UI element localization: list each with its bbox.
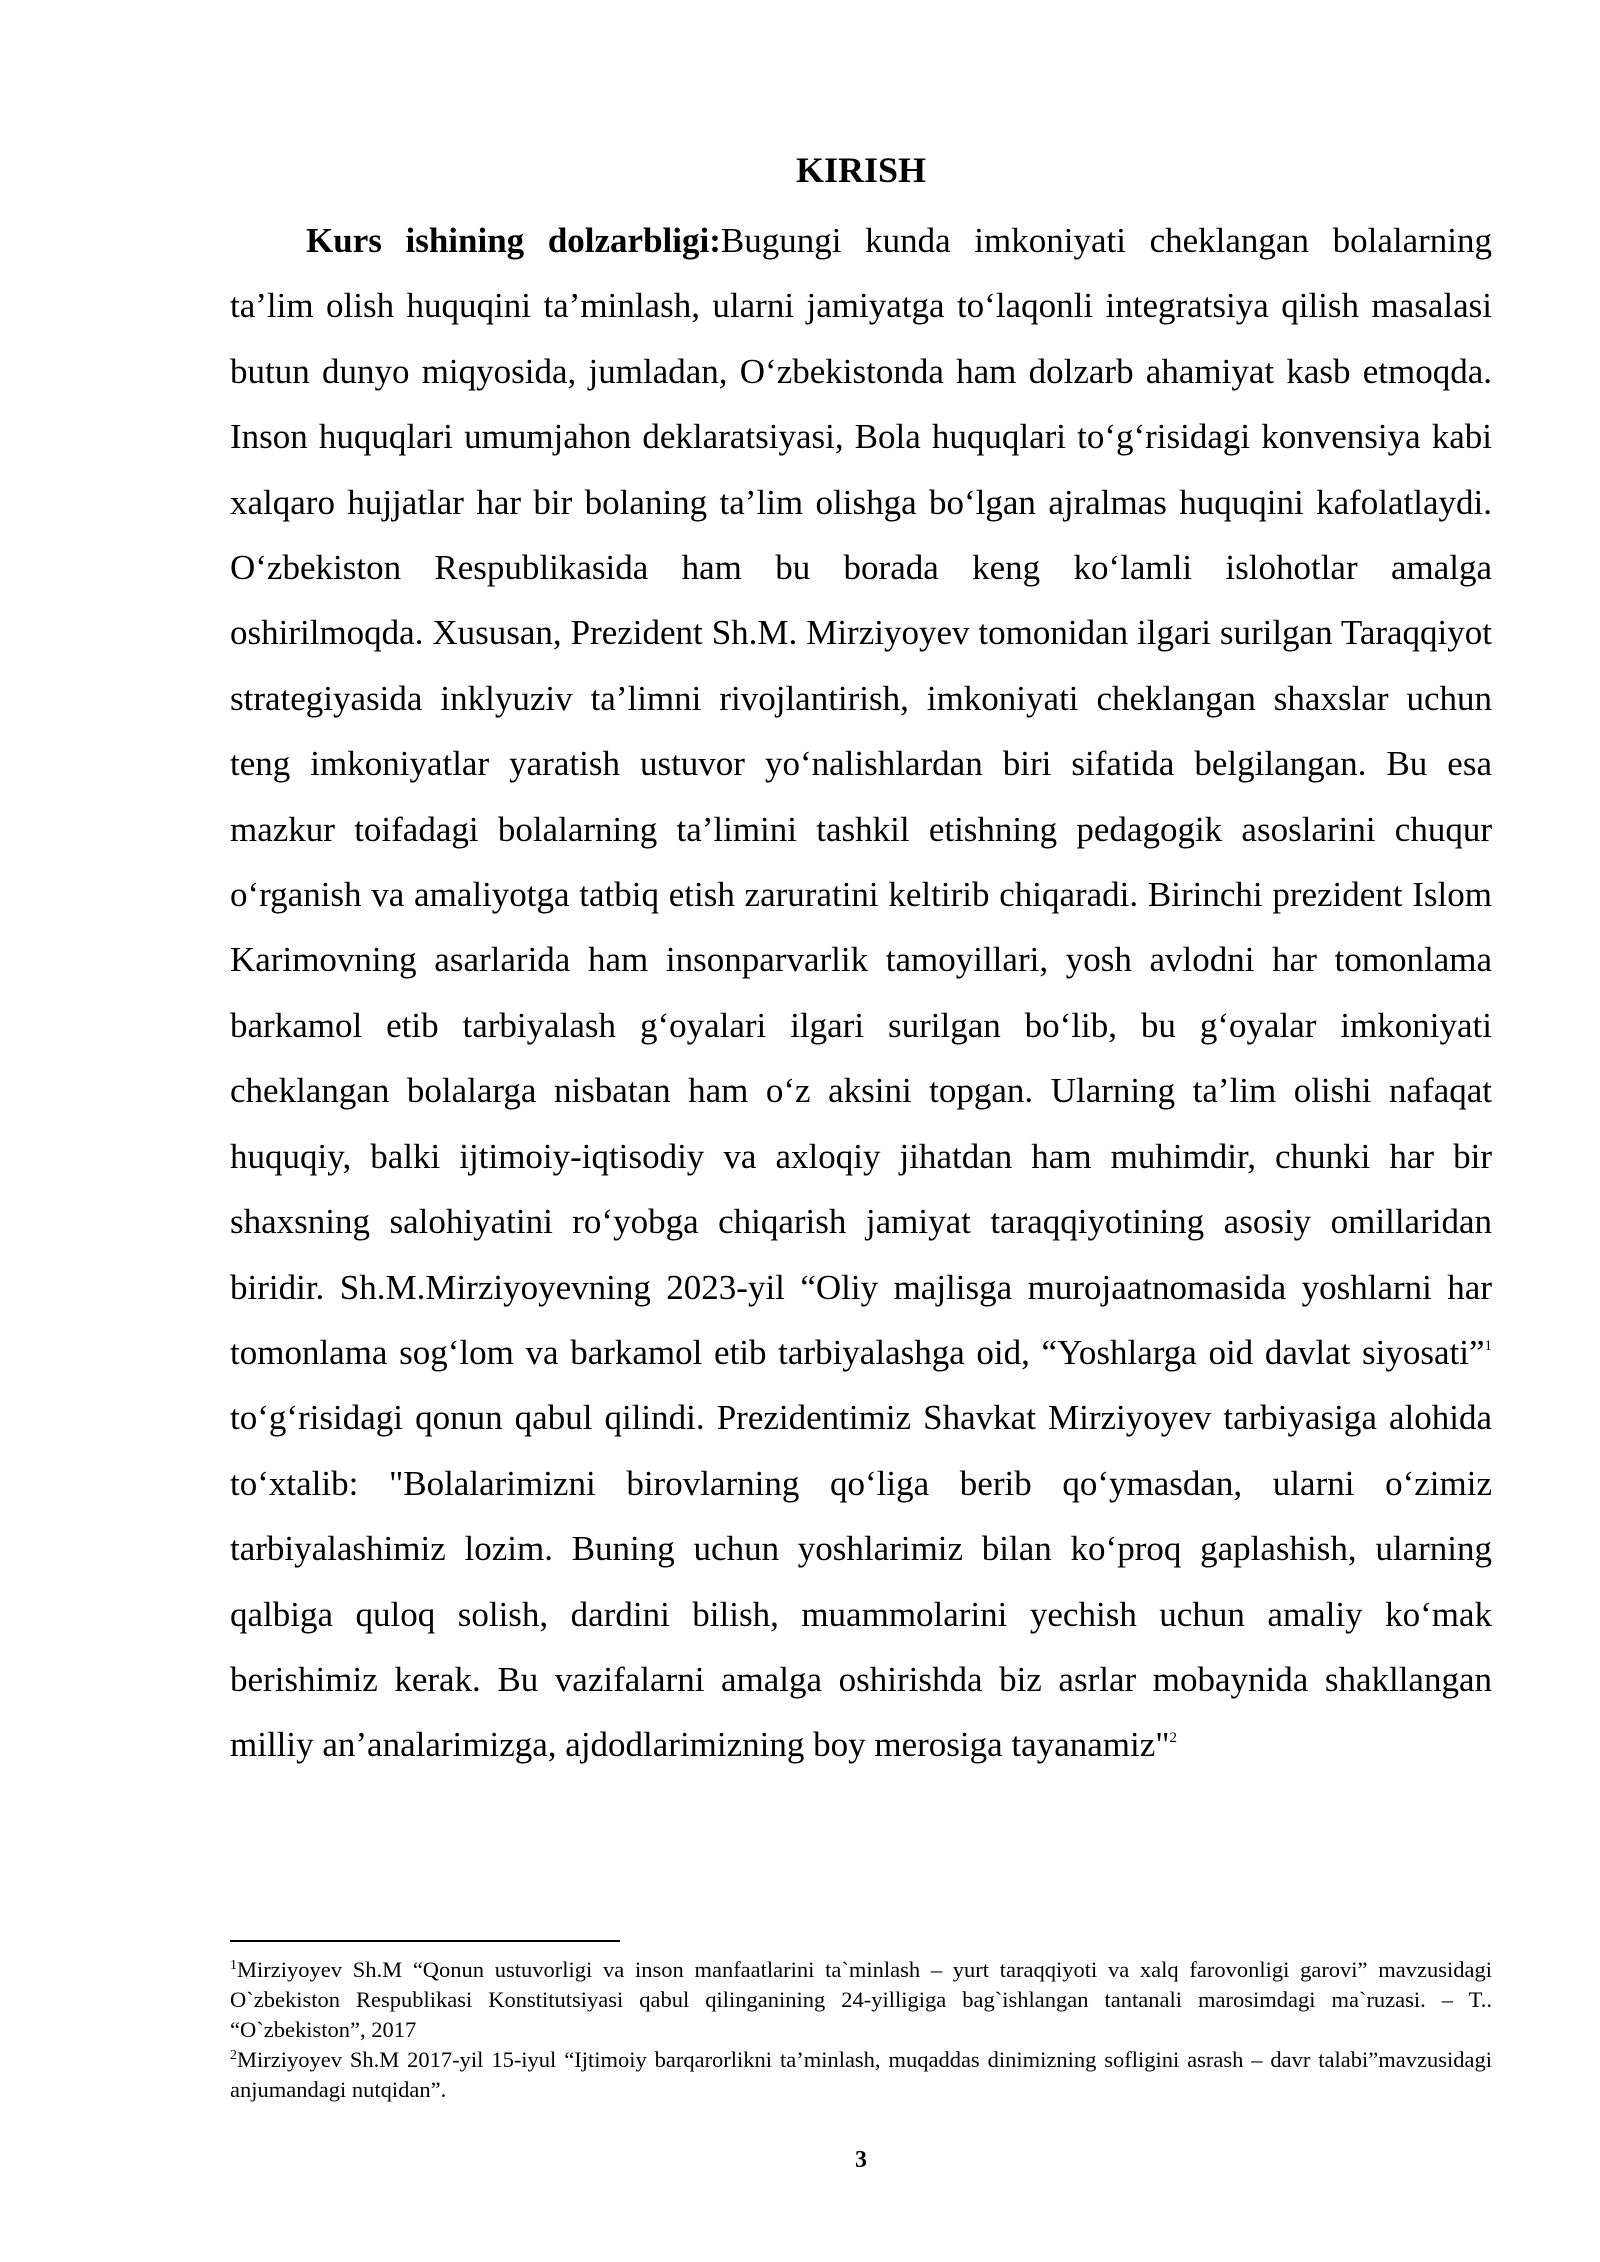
intro-paragraph xyxy=(230,208,1492,1778)
page-number: 3 xyxy=(855,2147,867,2173)
footnote-item-1 xyxy=(230,1955,1492,2045)
paragraph-text-part1: Bugungi kunda imkoniyati cheklangan bolalarning ta’lim olish huquqini ta’minlash, ularni jamiyatga to‘laqonli integratsiya qilish masalasi butun dunyo miqyosida, jumladan, O‘zbekistonda ham dolzarb ahamiyat kasb etmoqda. Inson huquqlari umumjahon deklaratsiyasi, Bola huquqlari to‘g‘risidagi konvensiya kabi xalqaro hujjatlar har bir bolaning ta’lim olishga bo‘lgan ajralmas huquqini kafolatlaydi. O‘zbekiston Respublikasida ham bu borada keng ko‘lamli islohotlar amalga oshirilmoqda. Xususan, Prezident Sh.M. Mirziyoyev tomonidan ilgari surilgan Taraqqiyot strategiyasida inklyuziv ta’limni rivojlantirish, imkoniyati cheklangan shaxslar uchun teng imkoniyatlar yaratish ustuvor yo‘nalishlardan biri sifatida belgilangan. Bu esa mazkur toifadagi bolalarning ta’limini tashkil etishning pedagogik asoslarini chuqur o‘rganish va amaliyotga tatbiq etish zaruratini keltirib chiqaradi. Birinchi prezident Islom Karimovning asarlarida ham insonparvarlik tamoyillari, yosh avlodni har tomonlama barkamol etib tarbiyalash g‘oyalari ilgari surilgan bo‘lib, bu g‘oyalar imkoniyati cheklangan bolalarga nisbatan ham o‘z aksini topgan. Ularning ta’lim olishi nafaqat huquqiy, balki ijtimoiy-iqtisodiy va axloqiy jihatdan ham muhimdir, chunki har bir shaxsning salohiyatini ro‘yobga chiqarish jamiyat taraqqiyotining asosiy omillaridan biridir. Sh.M.Mirziyoyevning 2023-yil “Oliy majlisga murojaatnomasida yoshlarni har tomonlama sog‘lom va barkamol etib tarbiyalashga oid, “Yoshlarga oid davlat siyosati” xyxy=(230,221,1492,1372)
footnote-number-2: 2 xyxy=(230,2048,237,2063)
footnote-item-2 xyxy=(230,2045,1492,2105)
paragraph-text-part2: to‘g‘risidagi qonun qabul qilindi. Prezidentimiz Shavkat Mirziyoyev tarbiyasiga alohida to‘xtalib: "Bolalarimizni birovlarning qo‘liga berib qo‘ymasdan, ularni o‘zimiz tarbiyalashimiz lozim. Buning uchun yoshlarimiz bilan ko‘proq gaplashish, ularning qalbiga quloq solish, dardini bilish, muammolarini yechish uchun amaliy ko‘mak berishimiz kerak. Bu vazifalarni amalga oshirishda biz asrlar mobaynida shakllangan milliy an’analarimizga, ajdodlarimizning boy merosiga tayanamiz" xyxy=(230,1398,1492,1765)
footnote-text-2: Mirziyoyev Sh.M 2017-yil 15-iyul “Ijtimoiy barqarorlikni ta’minlash, muqaddas dinimizning sofligini asrash – davr talabi”mavzusidagi anjumandagi nutqidan”. xyxy=(230,2047,1492,2102)
footnote-reference-1[interactable]: 1 xyxy=(1484,1337,1492,1354)
footnote-separator xyxy=(230,1940,620,1942)
footnotes-section xyxy=(230,1955,1492,2105)
footnote-number-1: 1 xyxy=(230,1958,237,1973)
page-title: KIRISH xyxy=(795,150,927,190)
footnote-text-1: Mirziyoyev Sh.M “Qonun ustuvorligi va inson manfaatlarini ta`minlash – yurt taraqqiyoti va xalq farovonligi garovi” mavzusidagi O`zbekiston Respublikasi Konstitutsiyasi qabul qilinganining 24-yilligiga bag`ishlangan tantanali marosimdagi ma`ruzasi. – T.. “O`zbekiston”, 2017 xyxy=(230,1957,1492,2042)
footnote-reference-2[interactable]: 2 xyxy=(1169,1730,1178,1747)
lead-label: Kurs ishining dolzarbligi: xyxy=(306,221,721,260)
